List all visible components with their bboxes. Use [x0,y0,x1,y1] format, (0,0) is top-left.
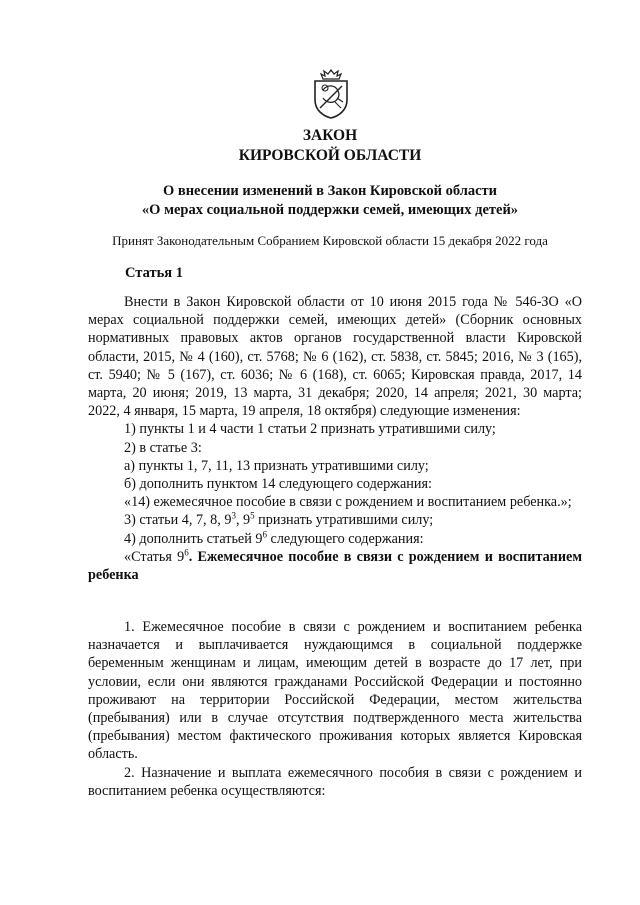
adoption-note: Принят Законодательным Собранием Кировской области 15 декабря 2022 года [112,233,548,248]
item3-post: признать утратившими силу; [254,512,434,529]
amendment-item-2b-quote: «14) ежемесячное пособие в связи с рождением и воспитанием ребенка.»; [124,494,572,511]
law-subtitle-line1: О внесении изменений в Закон Кировской области [162,183,498,199]
item3-sup1: 3 [231,510,236,521]
item3-pre: 3) статьи 4, 7, 8, 9 [124,512,232,529]
amendment-item-3 [88,511,582,529]
law-title-line1: ЗАКОН [302,127,358,144]
article-heading: Статья 1 [125,265,183,281]
law-subtitle-line2: «О мерах социальной поддержки семей, имеющих детей» [141,202,519,218]
coat-of-arms-emblem [311,68,351,120]
new-article-heading [88,548,582,584]
new-article-para-1: 1. Ежемесячное пособие в связи с рождением и воспитанием ребенка назначается и выплачивается нуждающимся в социальной поддержке беременным женщинам и лицам, имеющим детей в возрасте до 17 лет, при условии, если они являются гражданами Российской Федерации и постоянно проживают на территории Российской Федерации, местом жительства (пребывания) или в случае отсутствия подтвержденного места жительства (пребывания) местом фактического проживания которых является Кировская область. [88,619,582,763]
law-title-line2: КИРОВСКОЙ ОБЛАСТИ [238,147,422,164]
article-body [88,293,582,584]
new-article-body [88,618,582,800]
amendment-item-1: 1) пункты 1 и 4 части 1 статьи 2 признать утратившими силу; [124,421,496,438]
article-intro: Внести в Закон Кировской области от 10 июня 2015 года № 546-ЗО «О мерах социальной поддержки семей, имеющих детей» (Сборник основных нормативных правовых актов органов государственной власти Кировской области, 2015, № 4 (160), ст. 5768; № 6 (162), ст. 5838, ст. 5845; 2016, № 3 (165), ст. 5940; № 5 (167), ст. 6036; № 6 (168), ст. 6065; Кировская правда, 2017, 14 марта, 20 июня; 2019, 13 марта, 31 декабря; 2020, 14 апреля; 2021, 30 марта; 2022, 4 января, 15 марта, 19 апреля, 18 октября) следующие изменения: [88,294,582,420]
item3-mid: , 9 [235,512,251,529]
new-article-pre: «Статья 9 [124,548,185,565]
item4-sup: 6 [262,528,267,539]
law-subtitle [60,182,600,220]
item3-sup2: 5 [250,510,255,521]
new-article-post: . Ежемесячное пособие в связи с рождением и воспитанием ребенка [88,548,582,584]
item4-post: следующего содержания: [266,530,424,547]
new-article-para-2: 2. Назначение и выплата ежемесячного пособия в связи с рождением и воспитанием ребенка осуществляются: [88,764,582,799]
item4-pre: 4) дополнить статьей 9 [124,530,263,547]
law-title [60,126,600,166]
amendment-item-2b: б) дополнить пунктом 14 следующего содержания: [124,476,432,493]
amendment-item-4 [88,530,582,548]
amendment-item-2: 2) в статье 3: [124,439,202,456]
new-article-sup: 6 [184,547,189,558]
amendment-item-2a: а) пункты 1, 7, 11, 13 признать утратившими силу; [124,457,429,474]
